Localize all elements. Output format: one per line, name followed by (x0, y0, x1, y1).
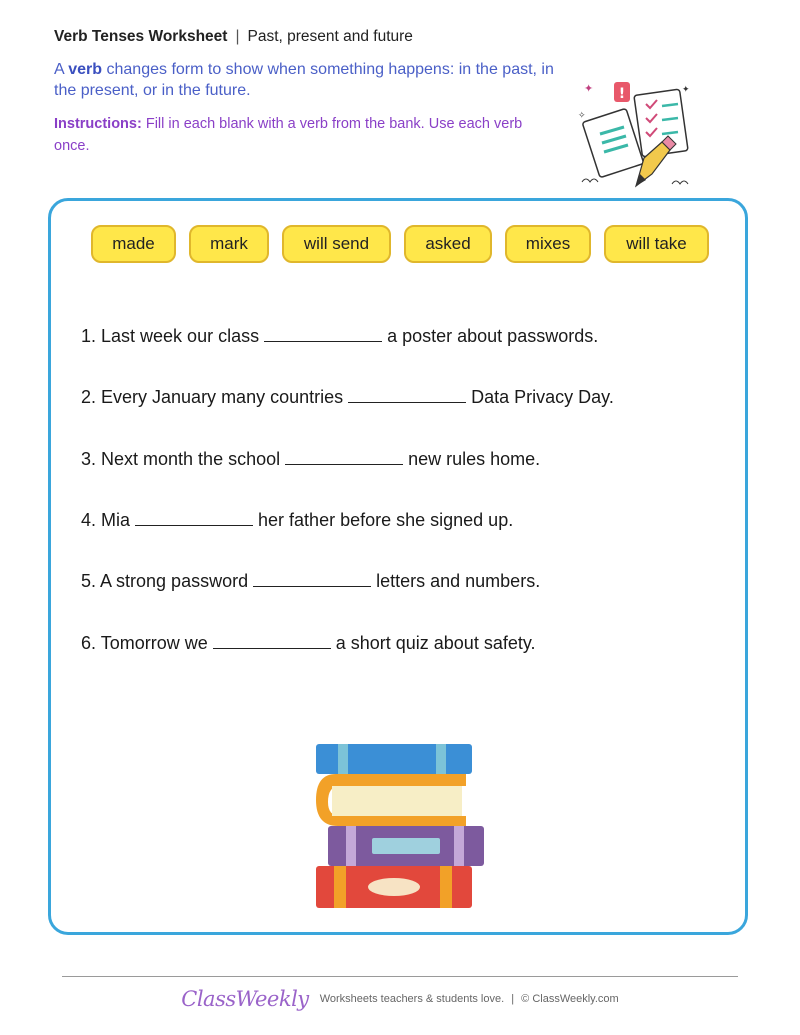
footer-copyright: © ClassWeekly.com (521, 993, 619, 1005)
question-text: her father before she signed up. (258, 510, 514, 530)
answer-blank[interactable] (348, 388, 466, 403)
footer-separator: | (511, 993, 515, 1005)
question-text: 1. Last week our class (81, 326, 260, 346)
svg-text:✦: ✦ (682, 85, 690, 95)
word-chip[interactable]: made (91, 225, 176, 263)
word-chip[interactable]: mark (189, 225, 269, 263)
svg-text:✦: ✦ (584, 82, 594, 95)
question-text: 6. Tomorrow we (81, 633, 208, 653)
answer-blank[interactable] (213, 634, 331, 649)
footer-divider (62, 976, 738, 977)
instructions (54, 113, 544, 157)
answer-blank[interactable] (135, 511, 253, 526)
question-text: 5. A strong password (81, 571, 249, 591)
instructions-label: Instructions: (54, 116, 142, 132)
svg-text:!: ! (618, 86, 626, 102)
intro-rest: changes form to show when something happens: in the past, in the present, or in the future. (54, 61, 554, 99)
question-text: new rules home. (408, 449, 541, 469)
question-text: Data Privacy Day. (471, 387, 614, 407)
question-text: 3. Next month the school (81, 449, 281, 469)
question-text: a poster about passwords. (387, 326, 599, 346)
word-chip[interactable]: will send (282, 225, 391, 263)
answer-blank[interactable] (253, 572, 371, 587)
checklist-clipart-icon (574, 78, 696, 196)
instructions-text: Fill in each blank with a verb from the bank. Use each verb once. (54, 116, 523, 154)
footer (0, 987, 800, 1011)
question-4 (81, 510, 513, 531)
question-text: a short quiz about safety. (335, 633, 536, 653)
intro-text (54, 59, 554, 101)
answer-blank[interactable] (264, 327, 382, 342)
footer-tagline: Worksheets teachers & students love. (319, 993, 505, 1005)
question-5 (81, 571, 540, 592)
worksheet-title: Verb Tenses Worksheet (54, 28, 228, 45)
book-stack-icon (312, 742, 490, 912)
intro-keyword: verb (68, 61, 103, 78)
intro-prefix: A (54, 61, 64, 78)
question-3 (81, 449, 540, 470)
word-chip[interactable]: mixes (505, 225, 591, 263)
worksheet-header (54, 28, 413, 46)
question-2 (81, 387, 614, 408)
word-bank (0, 225, 800, 267)
word-chip[interactable]: will take (604, 225, 709, 263)
question-1 (81, 326, 598, 347)
question-text: letters and numbers. (376, 571, 541, 591)
svg-text:✧: ✧ (578, 111, 586, 121)
word-chip[interactable]: asked (404, 225, 492, 263)
question-text: 4. Mia (81, 510, 131, 530)
header-separator: | (235, 28, 240, 45)
question-6 (81, 633, 536, 654)
worksheet-subtitle: Past, present and future (247, 28, 413, 45)
answer-blank[interactable] (285, 450, 403, 465)
question-text: 2. Every January many countries (81, 387, 344, 407)
brand-logo: ClassWeekly (181, 987, 309, 1011)
